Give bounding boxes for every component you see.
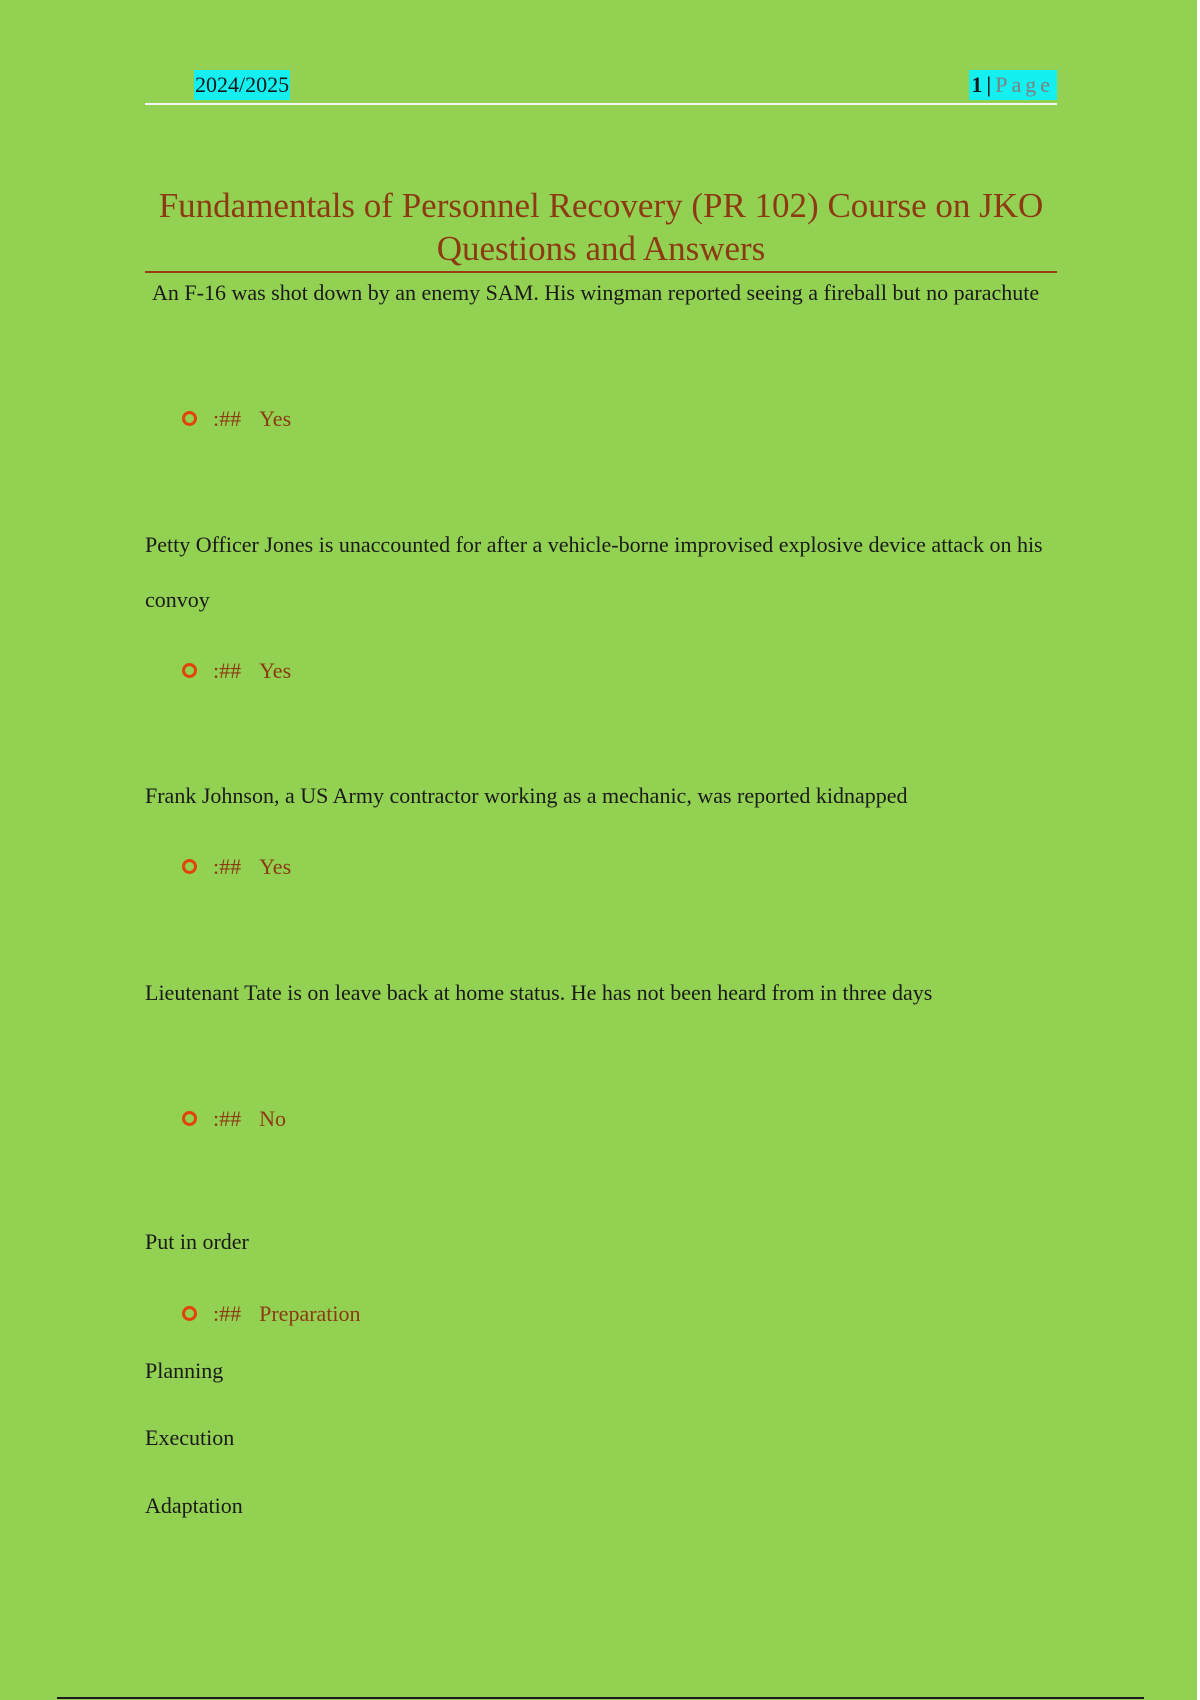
footer-divider <box>57 1697 1144 1699</box>
question-text: Lieutenant Tate is on leave back at home status. He has not been heard from in three days <box>145 980 933 1005</box>
answer-marker: :## <box>213 658 242 683</box>
answer-text: Yes <box>259 854 292 879</box>
answer-text: No <box>259 1106 287 1131</box>
answer-text: Yes <box>259 406 292 431</box>
page-header <box>145 70 1057 104</box>
order-step: Adaptation <box>145 1493 243 1518</box>
order-step: Planning <box>145 1358 224 1383</box>
question-text: Petty Officer Jones is unaccounted for after a vehicle-borne improvised explosive device attack on his convoy <box>145 532 1043 612</box>
question-text: Put in order <box>145 1229 249 1254</box>
answer-marker: :## <box>213 1301 242 1326</box>
answer-marker: :## <box>213 406 242 431</box>
question-text: Frank Johnson, a US Army contractor working as a mechanic, was reported kidnapped <box>145 783 908 808</box>
document-title: Fundamentals of Personnel Recovery (PR 102) Course on JKO Questions and Answers <box>158 186 1044 268</box>
answer-item <box>182 1299 361 1329</box>
answer-marker: :## <box>213 854 242 879</box>
answer-marker: :## <box>213 1106 242 1131</box>
answer-item <box>182 1104 286 1134</box>
circle-bullet-icon <box>182 411 197 426</box>
page-label: Page <box>995 72 1054 97</box>
circle-bullet-icon <box>182 1306 197 1321</box>
answer-text: Preparation <box>259 1301 361 1326</box>
answer-item <box>182 852 291 882</box>
answer-item <box>182 404 291 434</box>
circle-bullet-icon <box>182 663 197 678</box>
header-divider <box>145 103 1057 105</box>
page-number-value: 1 <box>971 72 983 97</box>
circle-bullet-icon <box>182 1111 197 1126</box>
answer-item <box>182 656 291 686</box>
header-year: 2024/2025 <box>194 70 290 100</box>
question-text: An F-16 was shot down by an enemy SAM. His wingman reported seeing a fireball but no parachute <box>152 280 1040 305</box>
circle-bullet-icon <box>182 859 197 874</box>
header-page-number <box>969 70 1057 100</box>
answer-text: Yes <box>259 658 292 683</box>
page-number-separator: | <box>986 72 992 97</box>
order-step: Execution <box>145 1425 235 1450</box>
